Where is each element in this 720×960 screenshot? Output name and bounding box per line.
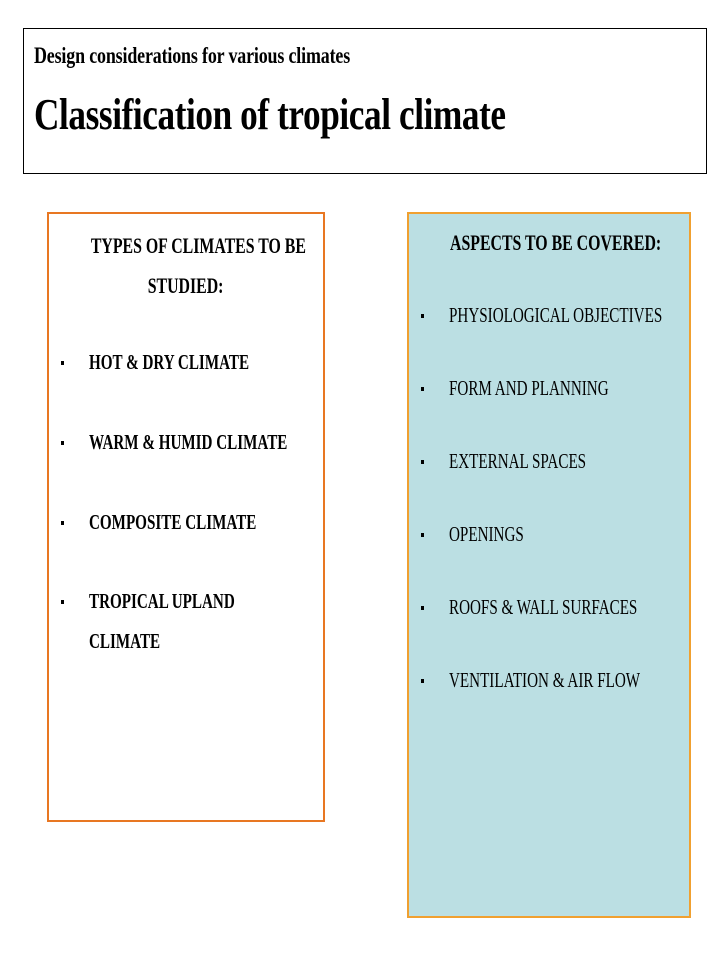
- bullet-icon: [421, 314, 424, 318]
- bullet-icon: [421, 387, 424, 391]
- bullet-icon: [421, 606, 424, 610]
- bullet-icon: [61, 361, 64, 365]
- list-item-label: EXTERNAL SPACES: [449, 449, 587, 473]
- aspects-panel: [407, 212, 691, 918]
- bullet-icon: [421, 679, 424, 683]
- list-item-label: ROOFS & WALL SURFACES: [449, 595, 638, 619]
- heading-line-2: STUDIED:: [148, 273, 224, 298]
- bullet-icon: [421, 460, 424, 464]
- bullet-icon: [61, 521, 64, 525]
- heading-line-1: TYPES OF CLIMATES TO BE: [90, 233, 306, 258]
- list-item-label: COMPOSITE CLIMATE: [89, 510, 257, 534]
- bullet-icon: [61, 441, 64, 445]
- title-box: [23, 28, 707, 174]
- slide-subtitle: Design considerations for various climates: [34, 43, 351, 68]
- list-item-label: OPENINGS: [449, 522, 524, 546]
- list-item-label: HOT & DRY CLIMATE: [89, 350, 250, 374]
- list-item-label-continued: CLIMATE: [89, 629, 161, 653]
- list-item-label: TROPICAL UPLAND: [89, 589, 235, 613]
- list-item-label: VENTILATION & AIR FLOW: [449, 668, 641, 692]
- climate-types-heading: [49, 226, 323, 306]
- list-item-label: WARM & HUMID CLIMATE: [89, 430, 288, 454]
- climate-types-panel: [47, 212, 325, 822]
- slide-title: Classification of tropical climate: [34, 90, 506, 139]
- bullet-icon: [421, 533, 424, 537]
- list-item-label: FORM AND PLANNING: [449, 376, 609, 400]
- list-item-label: PHYSIOLOGICAL OBJECTIVES: [449, 303, 663, 327]
- aspects-heading: ASPECTS TO BE COVERED:: [450, 230, 662, 255]
- bullet-icon: [61, 600, 64, 604]
